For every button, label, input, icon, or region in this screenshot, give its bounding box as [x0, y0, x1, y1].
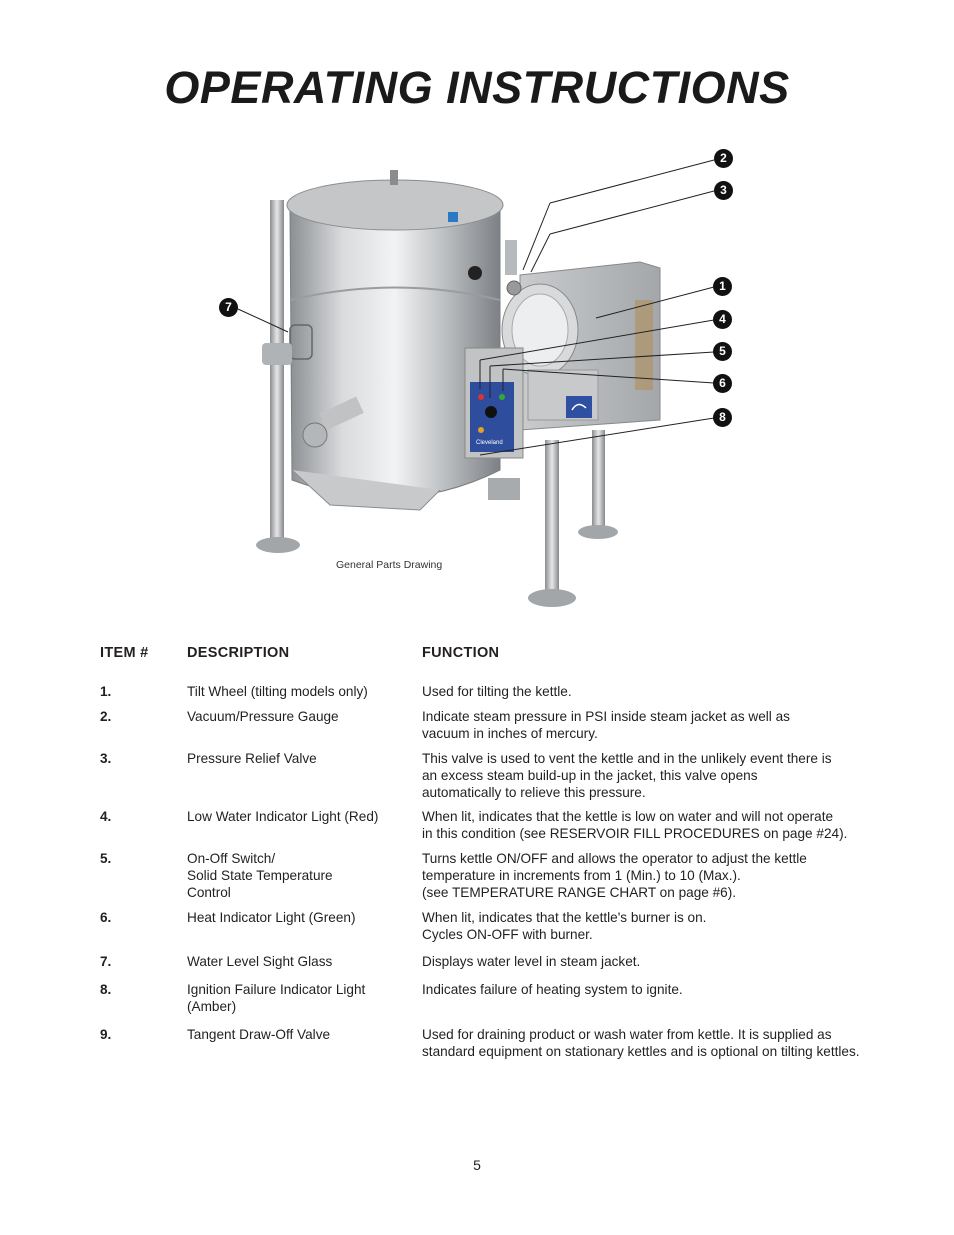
header-function: FUNCTION	[422, 645, 500, 661]
callout-3: 3	[714, 181, 733, 200]
item-description: Ignition Failure Indicator Light (Amber)	[187, 982, 366, 1014]
header-description: DESCRIPTION	[187, 645, 290, 661]
callout-6: 6	[713, 374, 732, 393]
item-function: Used for draining product or wash water from kettle. It is supplied as standard equipment on stationary kettles and is optional on tilting kettles.	[422, 1027, 860, 1059]
page-title: OPERATING INSTRUCTIONS	[164, 62, 790, 113]
on-off-knob	[485, 406, 497, 418]
item-number: 7.	[100, 954, 112, 969]
rear-foot	[578, 525, 618, 539]
item-number: 1.	[100, 684, 112, 699]
figure-caption: General Parts Drawing	[336, 559, 443, 571]
item-description: Low Water Indicator Light (Red)	[187, 809, 379, 824]
item-description: Vacuum/Pressure Gauge	[187, 709, 339, 724]
ignition-light	[478, 427, 484, 433]
item-description: Heat Indicator Light (Green)	[187, 910, 356, 925]
front-foot	[528, 589, 576, 607]
item-function: When lit, indicates that the kettle is low on water and will not operate in this condition (see RESERVOIR FILL PROCEDURES on page #24).	[422, 809, 848, 841]
header-item: ITEM #	[100, 645, 149, 661]
item-number: 6.	[100, 910, 112, 925]
callout-2: 2	[714, 149, 733, 168]
valve-handwheel	[303, 423, 327, 447]
item-function: When lit, indicates that the kettle's burner is on. Cycles ON-OFF with burner.	[422, 910, 707, 942]
pressure-gauge	[507, 281, 521, 295]
item-number: 5.	[100, 851, 112, 866]
left-frame-leg	[270, 200, 284, 545]
callout-7: 7	[219, 298, 238, 317]
kettle-lid	[287, 180, 503, 230]
callout-8: 8	[713, 408, 732, 427]
callout-1: 1	[713, 277, 732, 296]
item-function: Indicate steam pressure in PSI inside steam jacket as well as vacuum in inches of mercury.	[422, 709, 790, 741]
item-description: On-Off Switch/ Solid State Temperature Control	[187, 851, 333, 900]
item-description: Pressure Relief Valve	[187, 751, 317, 766]
item-function: Used for tilting the kettle.	[422, 684, 572, 699]
item-function: Turns kettle ON/OFF and allows the operator to adjust the kettle temperature in increments from 1 (Min.) to 10 (Max.). (see TEMPERATURE RANGE CHART on page #6).	[422, 851, 807, 900]
item-function: This valve is used to vent the kettle and in the unlikely event there is an excess steam build-up in the jacket, this valve opens automatically to relieve this pressure.	[422, 751, 832, 800]
brand-logo	[566, 396, 592, 418]
relief-valve	[505, 240, 517, 275]
callout-5: 5	[713, 342, 732, 361]
item-number: 8.	[100, 982, 112, 997]
item-number: 4.	[100, 809, 112, 824]
left-foot	[256, 537, 300, 553]
item-number: 9.	[100, 1027, 112, 1042]
item-number: 2.	[100, 709, 112, 724]
item-description: Water Level Sight Glass	[187, 954, 333, 969]
heat-light	[499, 394, 505, 400]
item-description: Tilt Wheel (tilting models only)	[187, 684, 368, 699]
rear-leg	[592, 430, 605, 530]
item-function: Displays water level in steam jacket.	[422, 954, 641, 969]
low-water-light	[478, 394, 484, 400]
lid-knob-icon	[468, 266, 482, 280]
item-description: Tangent Draw-Off Valve	[187, 1027, 331, 1042]
lid-handle	[390, 170, 398, 185]
pivot-block	[262, 343, 292, 365]
panel-brand: Cleveland	[476, 440, 503, 446]
front-leg	[545, 440, 559, 595]
item-function: Indicates failure of heating system to ignite.	[422, 982, 683, 997]
page-number: 5	[473, 1157, 481, 1173]
badge-icon	[448, 212, 458, 222]
item-number: 3.	[100, 751, 112, 766]
callout-4: 4	[713, 310, 732, 329]
